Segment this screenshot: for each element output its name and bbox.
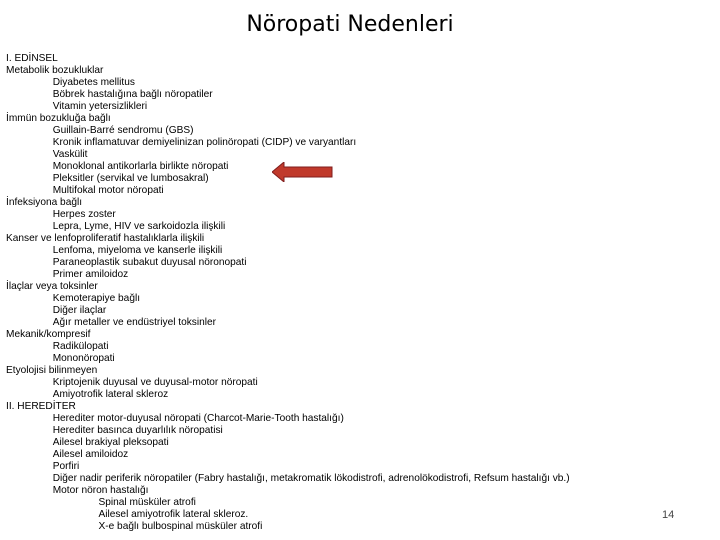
list-item: Guillain-Barré sendromu (GBS) [52,125,194,136]
list-item: Etyolojisi bilinmeyen [6,365,98,376]
list-item: Vitamin yetersizlikleri [52,101,148,112]
list-item: Primer amiloidoz [52,269,129,280]
list-item: Diğer nadir periferik nöropatiler (Fabry hastalığı, metakromatik lökodistrofi, adrenolökodistrofi, Refsum hastalığı vb.) [52,473,570,484]
list-item: Kemoterapiye bağlı [52,293,141,304]
list-item: Ailesel brakiyal pleksopati [52,437,169,448]
list-item: Ağır metaller ve endüstriyel toksinler [52,317,217,328]
list-item: Böbrek hastalığına bağlı nöropatiler [52,89,213,100]
list-item: Herediter basınca duyarlılık nöropatisi [52,425,223,436]
list-item: İlaçlar veya toksinler [6,281,98,292]
list-item: Mononöropati [52,353,115,364]
list-item: Multifokal motor nöropati [52,185,164,196]
list-item: Radikülopati [52,341,109,352]
list-item: İnfeksiyona bağlı [6,197,83,208]
page-number: 14 [662,509,675,521]
list-item: II. HEREDİTER [6,401,76,412]
list-item: Lenfoma, miyeloma ve kanserle ilişkili [52,245,223,256]
list-item: Herpes zoster [52,209,116,220]
list-item: Diyabetes mellitus [52,77,135,88]
left-arrow-icon [272,162,334,182]
list-item: I. EDİNSEL [6,53,58,64]
list-item: İmmün bozukluğa bağlı [6,113,111,124]
list-item: Kriptojenik duyusal ve duyusal-motor nöropati [52,377,258,388]
list-item: Diğer ilaçlar [52,305,107,316]
list-item: Porfiri [52,461,80,472]
list-item: Motor nöron hastalığı [52,485,149,496]
list-item: X-e bağlı bulbospinal müsküler atrofi [98,521,263,532]
neuropathy-causes-list [6,53,716,533]
list-item: Lepra, Lyme, HIV ve sarkoidozla ilişkili [52,221,226,232]
list-item: Spinal müsküler atrofi [98,497,196,508]
list-item: Herediter motor-duyusal nöropati (Charcot-Marie-Tooth hastalığı) [52,413,344,424]
list-item: Ailesel amiyotrofik lateral skleroz. [98,509,249,520]
list-item: Monoklonal antikorlarla birlikte nöropati [52,161,229,172]
list-item: Paraneoplastik subakut duyusal nöronopati [52,257,247,268]
slide-title: Nöropati Nedenleri [246,12,454,37]
list-item: Ailesel amiloidoz [52,449,129,460]
list-item: Amiyotrofik lateral skleroz [52,389,169,400]
list-item: Kronik inflamatuvar demiyelinizan polinöropati (CIDP) ve varyantları [52,137,357,148]
list-item: Mekanik/kompresif [6,329,91,340]
list-item: Pleksitler (servikal ve lumbosakral) [52,173,209,184]
list-item: Kanser ve lenfoproliferatif hastalıklarla ilişkili [6,233,205,244]
list-item: Vaskülit [52,149,88,160]
list-item: Metabolik bozukluklar [6,65,104,76]
